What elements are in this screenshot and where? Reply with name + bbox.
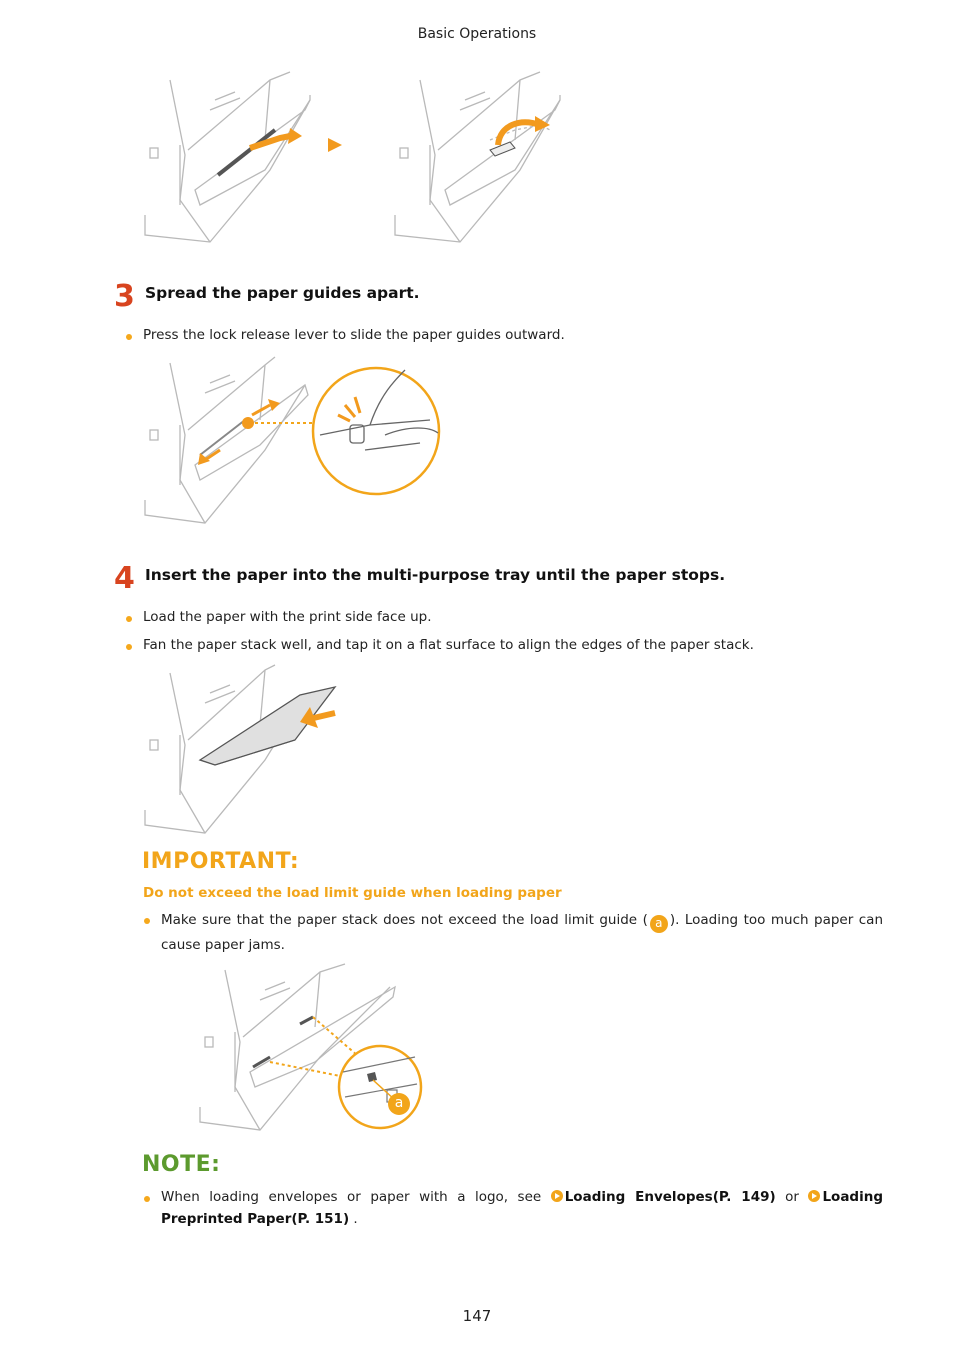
link-loading-envelopes[interactable]: Loading Envelopes(P. 149) [551,1189,776,1205]
page-number: 147 [462,1307,492,1325]
running-header: Basic Operations [417,26,537,42]
bullet-dot [126,616,132,622]
note-text-before: When loading envelopes or paper with a logo, see [161,1189,551,1205]
important-text-after: ). Loading too much paper can cause paper jams. [161,912,883,953]
step-4-bullet-1: Load the paper with the print side face up. [143,609,432,625]
important-heading: IMPORTANT: [142,849,300,874]
callout-a-marker: a [388,1093,410,1115]
important-text-before: Make sure that the paper stack does not exceed the load limit guide ( [161,912,648,928]
note-text [161,1186,883,1230]
link-arrow-icon [551,1190,563,1202]
next-arrow-icon [328,138,342,152]
link-loading-preprinted-paper[interactable]: Loading Preprinted Paper(P. 151) [161,1189,883,1227]
step-title-4: Insert the paper into the multi-purpose tray until the paper stops. [145,566,726,584]
step-title-3: Spread the paper guides apart. [145,284,420,302]
bullet-dot [144,918,150,924]
important-subheading: Do not exceed the load limit guide when loading paper [143,885,562,901]
bullet-dot [126,644,132,650]
important-text [161,908,883,958]
illustration-open-tray [140,70,570,250]
callout-a-badge: a [650,915,668,933]
illustration-insert-paper [140,665,360,840]
step-number-4: 4 [114,561,135,596]
link-arrow-icon [808,1190,820,1202]
illustration-paper-guides [140,355,450,530]
note-text-middle: or [775,1189,809,1205]
step-3-bullet-1: Press the lock release lever to slide the paper guides outward. [143,327,565,343]
step-number-3: 3 [114,279,135,314]
note-heading: NOTE: [142,1152,221,1177]
bullet-dot [126,334,132,340]
bullet-dot [144,1196,150,1202]
step-4-bullet-2: Fan the paper stack well, and tap it on a flat surface to align the edges of the paper stack. [143,637,754,653]
note-text-after: . [349,1211,358,1227]
